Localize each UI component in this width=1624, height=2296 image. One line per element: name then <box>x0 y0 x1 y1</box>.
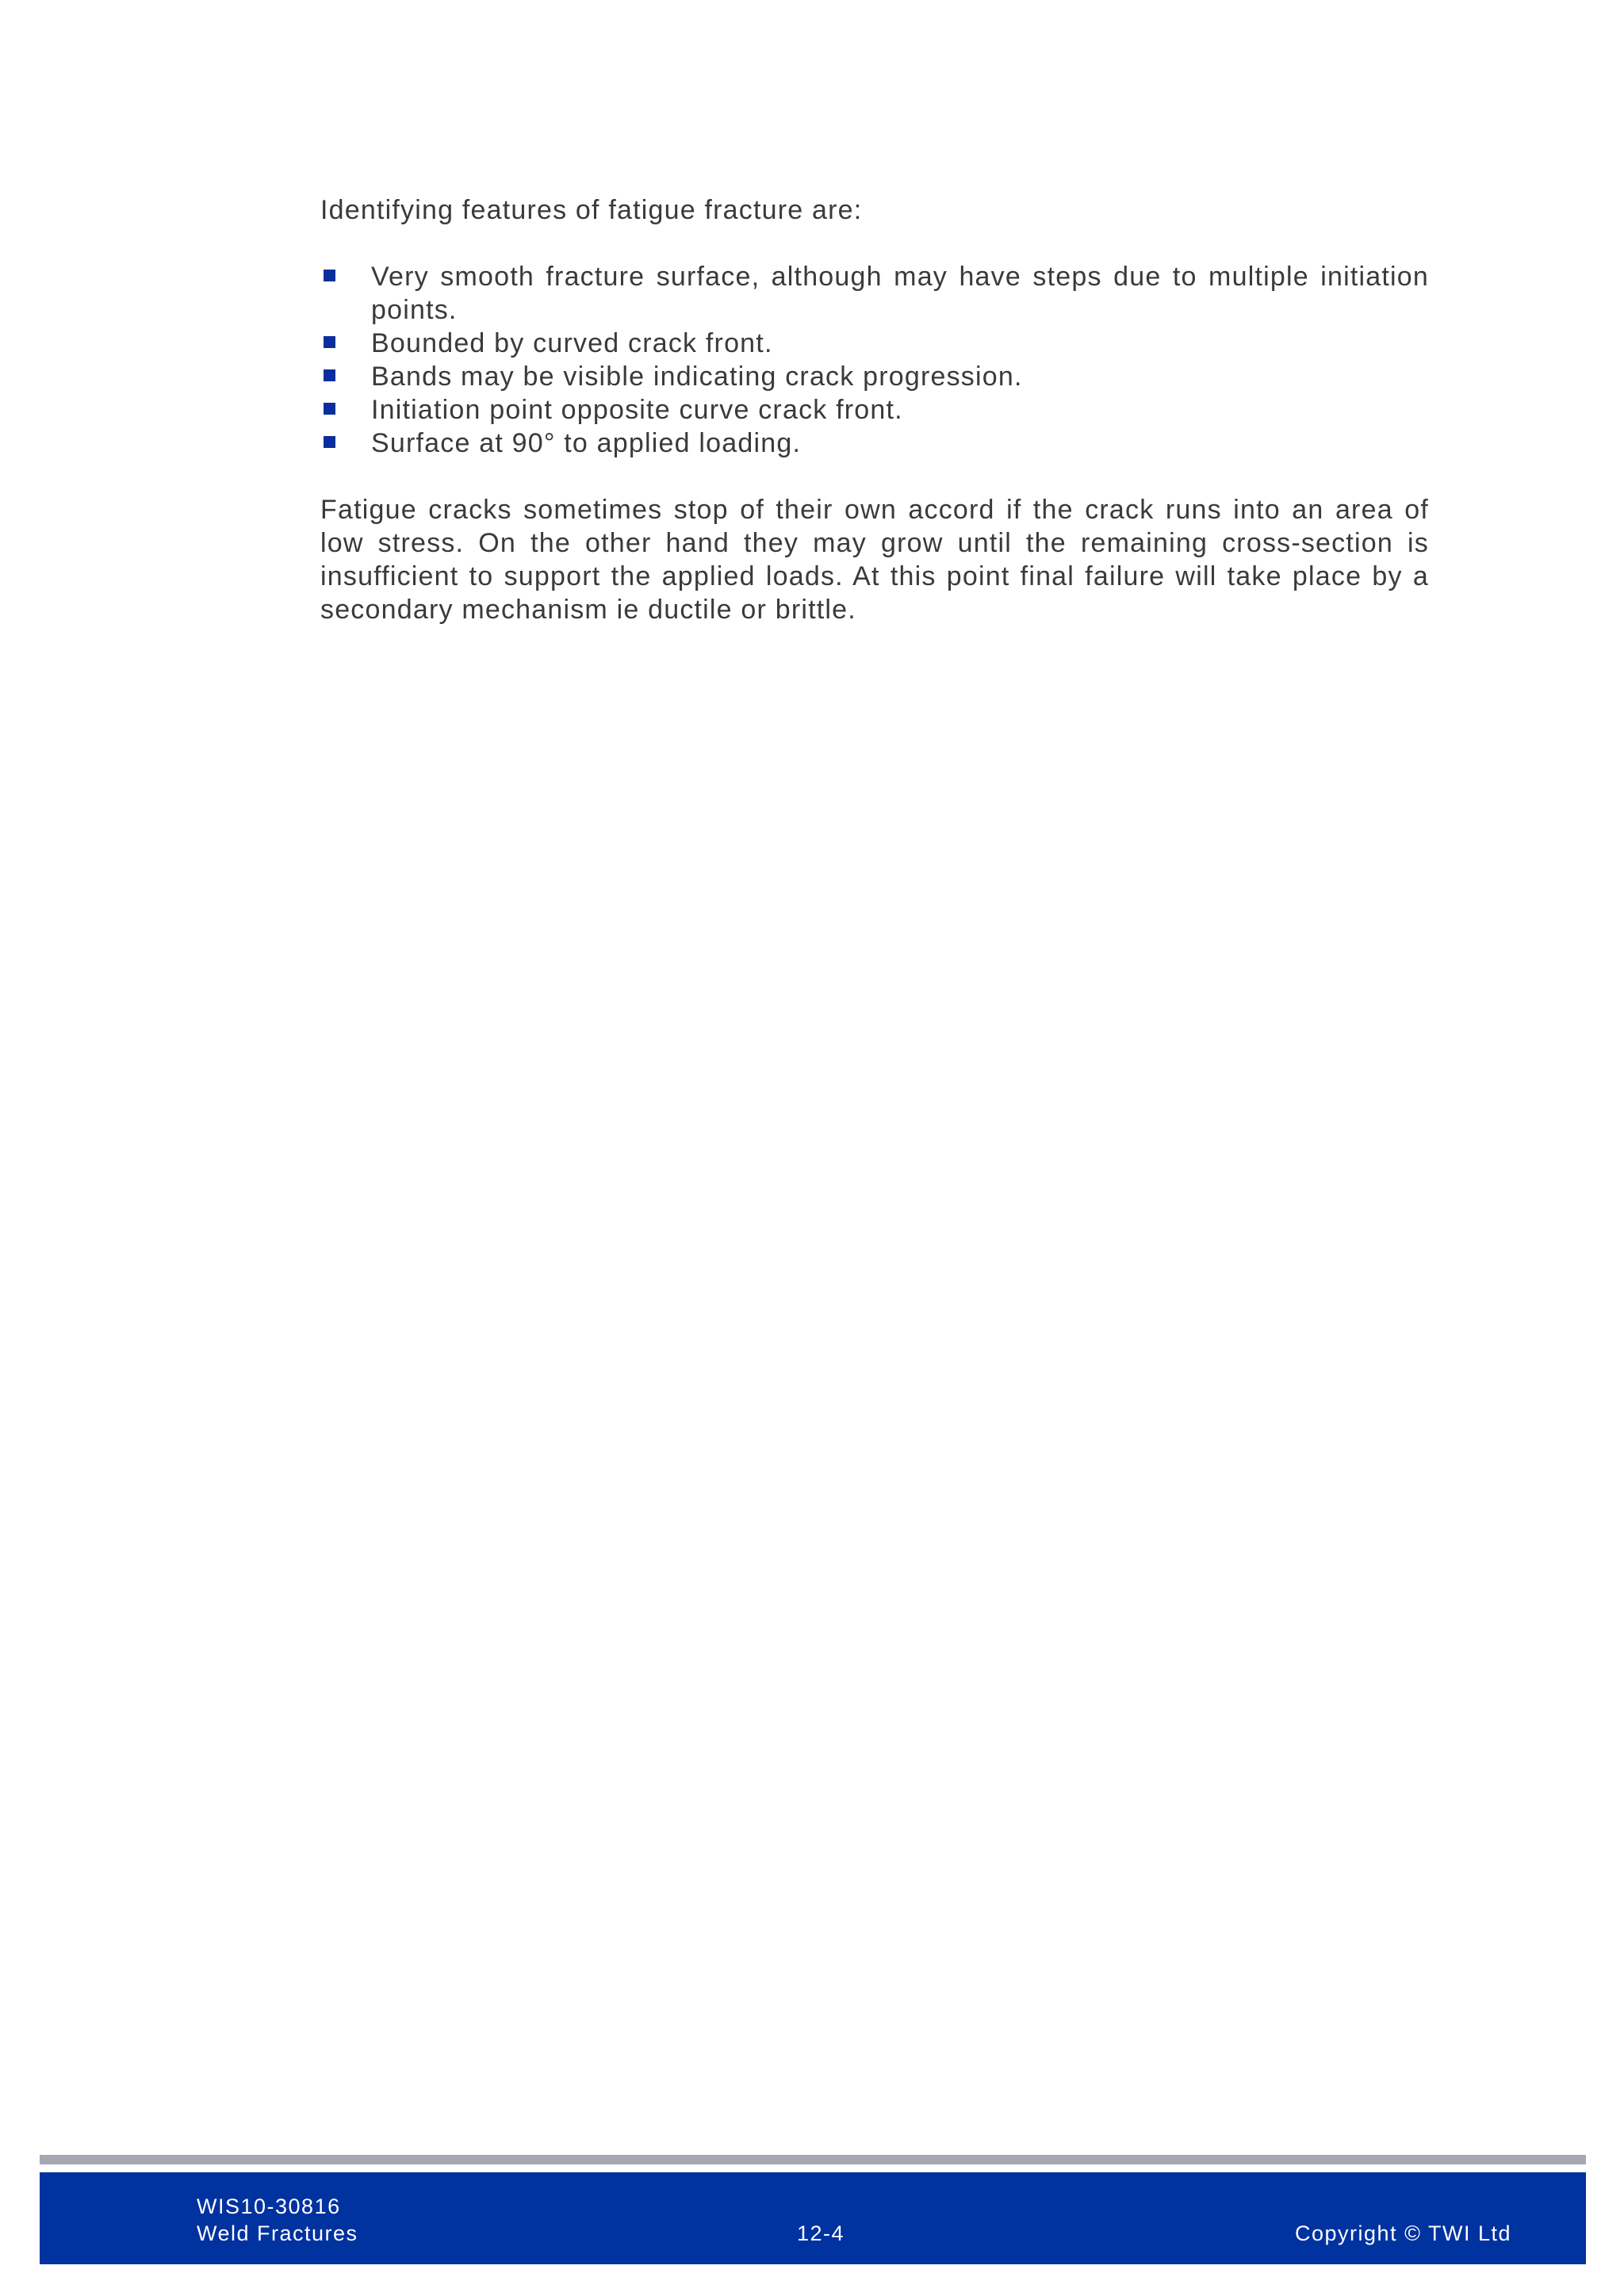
square-bullet-icon <box>324 369 335 381</box>
list-item-text: Surface at 90° to applied loading. <box>371 428 802 458</box>
list-item-text: Bands may be visible indicating crack progression. <box>371 362 1023 392</box>
list-item <box>320 327 1429 360</box>
list-item <box>320 360 1429 393</box>
list-item-text: Very smooth fracture surface, although may have steps due to multiple initiation points. <box>371 262 1429 325</box>
copyright-notice: Copyright © TWI Ltd <box>1295 2221 1511 2245</box>
page-number: 12-4 <box>797 2221 845 2245</box>
intro-text: Identifying features of fatigue fracture are: <box>320 195 863 225</box>
page-footer <box>40 2172 1586 2264</box>
document-code: WIS10-30816 <box>197 2195 341 2218</box>
square-bullet-icon <box>324 270 335 281</box>
list-item <box>320 427 1429 460</box>
square-bullet-icon <box>324 336 335 348</box>
footer-divider <box>40 2155 1586 2164</box>
section-title: Weld Fractures <box>197 2221 358 2245</box>
list-item-text: Initiation point opposite curve crack front. <box>371 395 903 425</box>
document-body <box>320 193 1429 626</box>
feature-list <box>320 260 1429 460</box>
list-item-text: Bounded by curved crack front. <box>371 328 773 358</box>
list-item <box>320 393 1429 427</box>
body-paragraph: Fatigue cracks sometimes stop of their own accord if the crack runs into an area of low stress. On the other hand they may grow until the remaining cross-section is insufficient to support the applied loads. At this point final failure will take place by a secondary mechanism ie ductile or brittle. <box>320 495 1429 625</box>
list-item <box>320 260 1429 327</box>
square-bullet-icon <box>324 403 335 415</box>
square-bullet-icon <box>324 436 335 448</box>
